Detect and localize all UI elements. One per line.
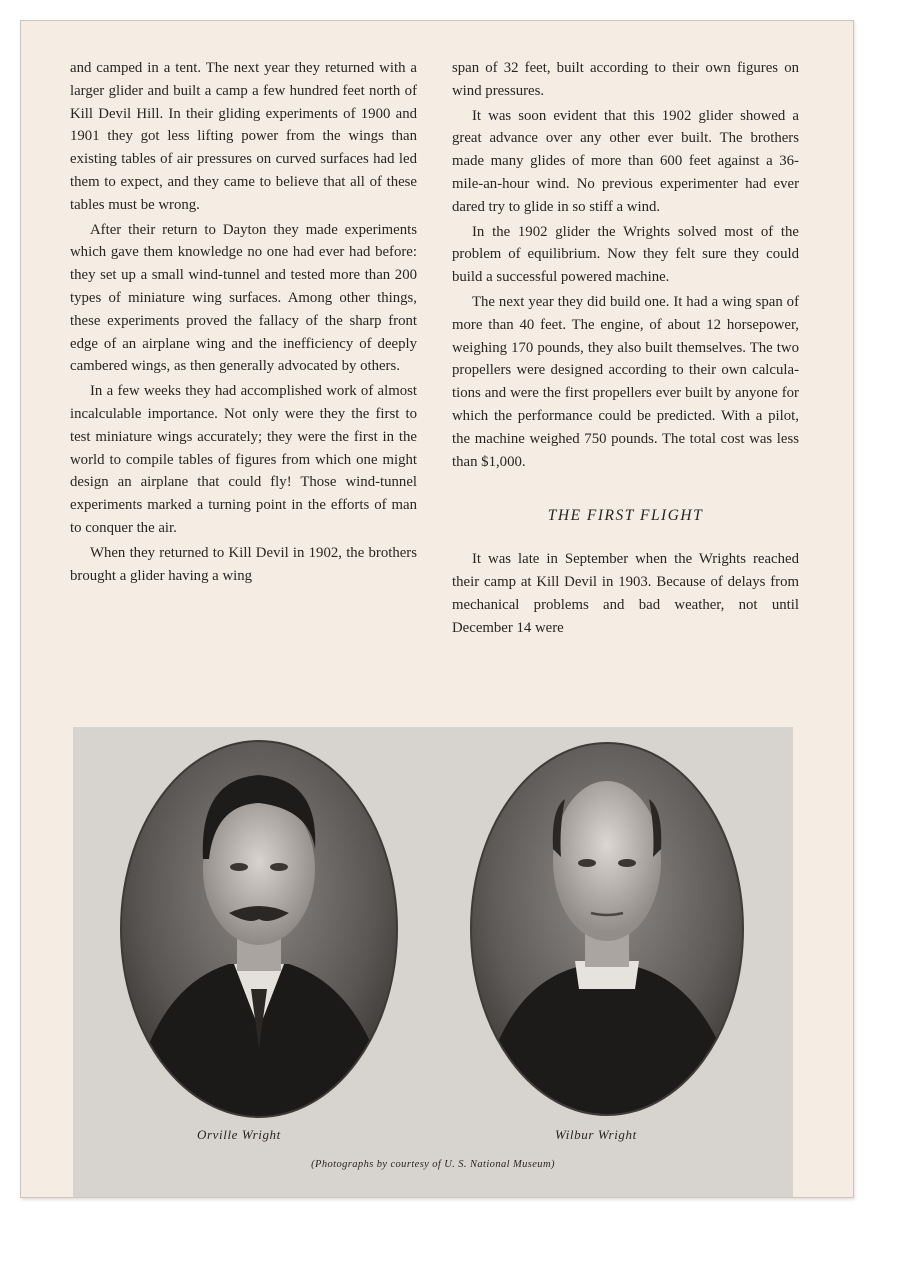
orville-wright-portrait xyxy=(119,739,399,1119)
paragraph-1: and camped in a tent. The next year they returned with a larger glider and built a camp a few hundred feet north of Kill Devil Hill. In their gliding experiments of 1900 and 1901 they got less lifting power from the wings than existing tables of air pressures on curved surfaces had led them to expect, and they came to believe that all of these tables must be wrong. xyxy=(70,60,417,213)
book-page xyxy=(20,20,854,1198)
photo-panel xyxy=(73,727,793,1197)
section-heading: THE FIRST FLIGHT xyxy=(547,507,704,525)
paragraph-6: It was soon evident that this 1902 glider showed a great advance over any other ever built. The brothers made many glides of more than 600 feet against a 36-mile-an-hour wind. No previous experimenter had ever dared try to glide in so stiff a wind. xyxy=(452,107,799,215)
paragraph-7: In the 1902 glider the Wrights solved most of the problem of equilibrium. Now they felt sure they could build a successful powered machine. xyxy=(452,223,799,286)
left-text-column xyxy=(70,57,417,587)
paragraph-9: It was late in September when the Wrights reached their camp at Kill Devil in 1903. Because of delays from mechanical problems and bad weather, not until December 14 were xyxy=(452,551,799,636)
right-text-column xyxy=(452,57,799,639)
wilbur-wright-portrait xyxy=(467,739,747,1119)
photo-credit: (Photographs by courtesy of U. S. National Museum) xyxy=(311,1159,555,1170)
orville-caption: Orville Wright xyxy=(197,1127,281,1142)
paragraph-2: After their return to Dayton they made experiments which gave them knowledge no one had ever had before: they set up a small wind-tunnel and tested more than 200 types of miniature wing surfaces. Among other things, these experiments proved the fallacy of the sharp front edge of an airplane wing and the inefficiency of deeply cambered wings, as then generally advocated by others. xyxy=(70,221,417,375)
paragraph-8: The next year they did build one. It had a wing span of more than 40 feet. The engine, of about 12 horsepower, weighing 170 pounds, they also built themselves. The two propellers were designed according to their own calculations and were the first propellers ever built by anyone for which the performance could be predicted. With a pilot, the machine weighed 750 pounds. The total cost was less than $1,000. xyxy=(452,293,799,470)
paragraph-3: In a few weeks they had accomplished work of almost incalculable importance. Not only were they the first to test miniature wings accurately; they were the first in the world to compile tables of figures from which one might design an airplane that could fly! Those wind-tunnel experiments marked a turning point in the efforts of man to conquer the air. xyxy=(70,383,417,536)
wilbur-caption: Wilbur Wright xyxy=(555,1127,637,1142)
paragraph-5: span of 32 feet, built according to their own figures on wind pressures. xyxy=(452,60,799,99)
paragraph-4: When they returned to Kill Devil in 1902, the brothers brought a glider having a wing xyxy=(70,544,417,584)
